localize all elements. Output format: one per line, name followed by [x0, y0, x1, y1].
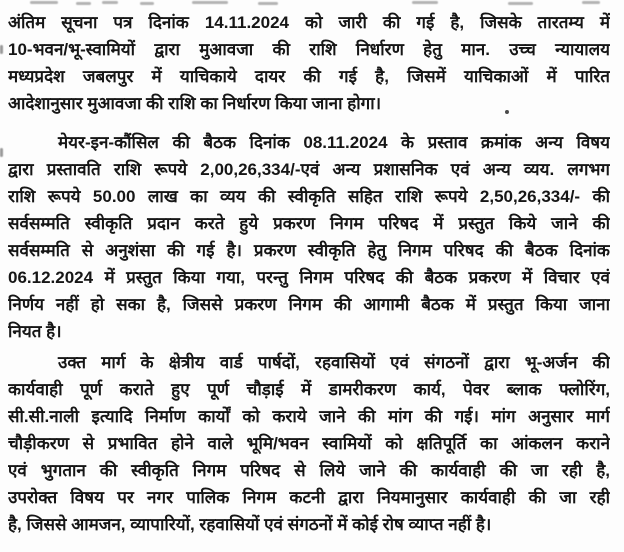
scan-artifact — [412, 1, 438, 4]
text-line: सर्वसम्मति स्वीकृति प्रदान करते हुये प्रकरण निगम परिषद में प्रस्तुत किये जाने की — [8, 214, 610, 233]
text-line: है, जिससे आमजन, व्यापारियों, रहवासियों एवं संगठनों में कोई रोष व्याप्त नहीं है। — [8, 515, 492, 534]
text-line: उक्त मार्ग के क्षेत्रीय वार्ड पार्षदों, रहवासियों एवं संगठनों द्वारा भू-अर्जन की — [58, 353, 610, 372]
scan-artifact — [192, 1, 228, 4]
text-line: राशि रूपये 50.00 लाख का व्यय की स्वीकृति सहित राशि रूपये 2,50,26,334/- की — [8, 187, 610, 206]
text-line: उपरोक्त विषय पर नगर पालिक निगम कटनी द्वारा नियमानुसार कार्यवाही की जा रही — [8, 488, 610, 507]
paragraph — [8, 129, 610, 345]
text-line: निर्णय नहीं हो सका है, जिससे प्रकरण निगम की आगामी बैठक में प्रस्तुत किया जाना — [8, 295, 610, 314]
text-line: सी.सी.नाली इत्यादि निर्माण कार्यों को कराये जाने की मांग की गई। मांग अनुसार मार्ग — [8, 407, 610, 426]
scan-artifact — [0, 45, 3, 54]
scan-artifact — [508, 2, 533, 5]
scan-artifact — [0, 148, 3, 157]
text-line: सर्वसम्मति से अनुशंसा की गई है। प्रकरण स्वीकृति हेतु निगम परिषद की बैठक दिनांक — [8, 241, 610, 260]
scan-artifact — [140, 2, 154, 5]
text-line: आदेशानुसार मुआवजा की राशि का निर्धारण किया जाना होगा। — [8, 94, 382, 113]
text-line: नियत है। — [8, 322, 62, 341]
scan-artifact — [76, 2, 91, 5]
scan-artifact — [505, 110, 509, 114]
paragraph — [8, 9, 610, 117]
text-line: द्वारा प्रस्तावति राशि रूपये 2,00,26,334/-एवं अन्य प्रशासनिक एवं अन्य व्यय. लगभग — [8, 160, 610, 179]
scan-artifact — [102, 1, 118, 4]
scan-artifact — [30, 1, 58, 4]
scan-artifact — [582, 1, 600, 4]
paragraph — [8, 349, 610, 538]
text-line: कार्यवाही पूर्ण कराते हुए पूर्ण चौड़ाई में डामरीकरण कार्य, पेवर ब्लाक फ्लोरिंग, — [8, 380, 610, 399]
text-line: चौड़ीकरण से प्रभावित होने वाले भूमि/भवन स्वामियों को क्षतिपूर्ति का आंकलन कराने — [8, 434, 610, 453]
text-line: अंतिम सूचना पत्र दिनांक 14.11.2024 को जारी की गई है, जिसके तारतम्य में — [8, 13, 610, 32]
text-line: मध्यप्रदेश जबलपुर में याचिकाये दायर की गई है, जिसमें याचिकाओं में पारित — [8, 67, 610, 86]
text-line: 06.12.2024 में प्रस्तुत किया गया, परन्तु निगम परिषद की बैठक प्रकरण में विचार एवं — [8, 268, 610, 287]
text-line: मेयर-इन-कौंसिल की बैठक दिनांक 08.11.2024 के प्रस्ताव क्रमांक अन्य विषय — [58, 133, 610, 152]
text-line: 10-भवन/भू-स्वामियों द्वारा मुआवजा की राशि निर्धारण हेतु मान. उच्च न्यायालय — [8, 40, 610, 59]
scan-artifact — [258, 2, 278, 5]
text-line: एवं भुगतान की स्वीकृति निगम परिषद से लिये जाने की कार्यवाही की जा रही है, — [8, 461, 610, 480]
